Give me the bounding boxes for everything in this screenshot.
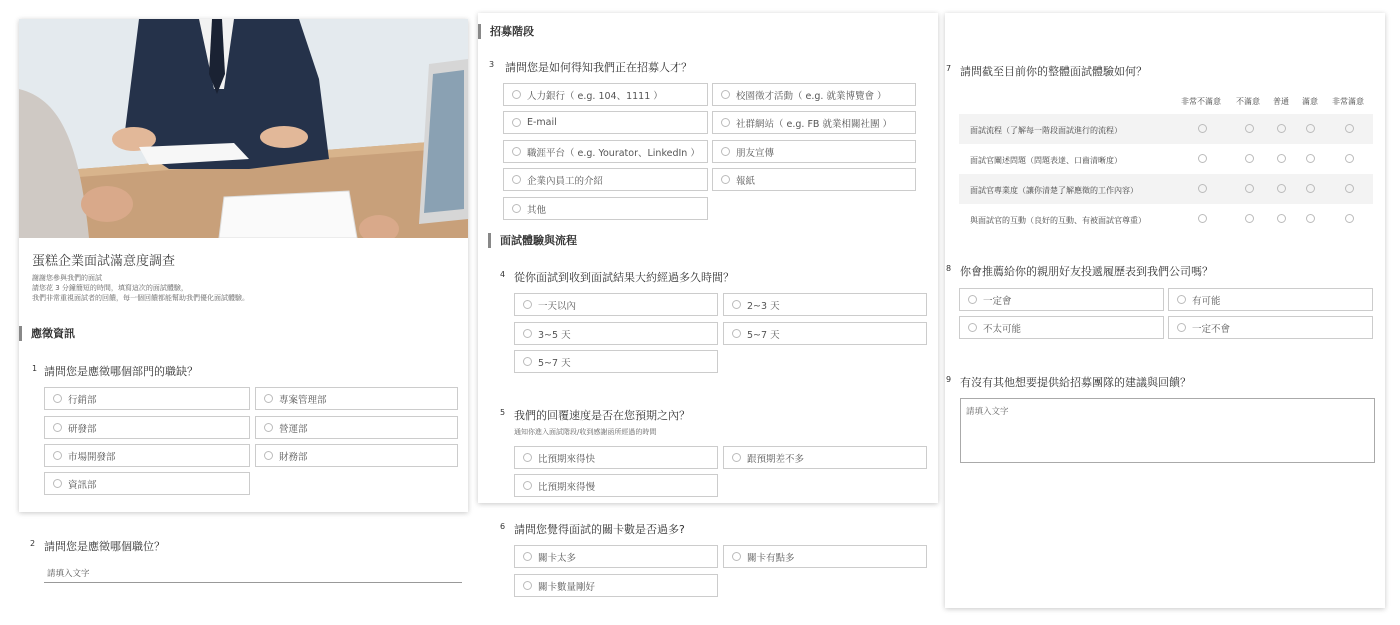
q2-number: 2 [30, 539, 36, 548]
q3-option-referral[interactable]: 企業內員工的介紹 [503, 168, 708, 191]
q2-title: 請問您是應徵哪個職位？ [44, 540, 165, 553]
q1-option-it[interactable]: 資訊部 [44, 472, 250, 495]
radio-icon[interactable] [1245, 184, 1254, 193]
q5-number: 5 [500, 408, 506, 417]
radio-icon [512, 118, 521, 127]
radio-icon [523, 481, 532, 490]
radio-icon [968, 323, 977, 332]
radio-icon[interactable] [1345, 124, 1354, 133]
q6-option-too-many[interactable]: 關卡太多 [514, 545, 718, 568]
radio-icon[interactable] [1277, 184, 1286, 193]
radio-icon [264, 394, 273, 403]
interview-illustration [19, 19, 468, 238]
q1-option-marketing[interactable]: 行銷部 [44, 387, 250, 410]
q4-title: 從你面試到收到面試結果大約經過多久時間？ [514, 271, 734, 284]
scale-very-dissatisfied: 非常不滿意 [1181, 97, 1221, 106]
radio-icon [53, 451, 62, 460]
form-card-left [19, 19, 468, 512]
scale-very-satisfied: 非常滿意 [1332, 97, 1364, 106]
radio-icon[interactable] [1306, 184, 1315, 193]
radio-icon [512, 147, 521, 156]
q4-option-2-3-days[interactable]: 2~3 天 [723, 293, 927, 316]
q8-title: 你會推薦給你的親朋好友投遞履歷表到我們公司嗎？ [960, 265, 1213, 278]
q7-row-explanation: 面試官闡述問題（問題表達、口齒清晰度） [959, 144, 1373, 174]
q7-row-professionalism: 面試官專業度（讓你清楚了解應徵的工作內容） [959, 174, 1373, 204]
radio-icon [721, 90, 730, 99]
q6-number: 6 [500, 522, 506, 531]
form-card-middle [478, 13, 938, 503]
q9-textarea[interactable]: 請填入文字 [960, 398, 1375, 463]
q1-option-operations[interactable]: 營運部 [255, 416, 458, 439]
q3-option-career-platform[interactable]: 職涯平台（ e.g. Yourator、LinkedIn ） [503, 140, 708, 163]
radio-icon[interactable] [1198, 184, 1207, 193]
q5-title: 我們的回覆速度是否在您預期之內？ [514, 409, 690, 422]
radio-icon [512, 90, 521, 99]
radio-icon [523, 357, 532, 366]
radio-icon[interactable] [1306, 154, 1315, 163]
q2-input[interactable] [44, 563, 462, 583]
q1-title: 請問您是應徵哪個部門的職缺？ [44, 365, 198, 378]
radio-icon[interactable] [1277, 154, 1286, 163]
q3-option-newspaper[interactable]: 報紙 [712, 168, 916, 191]
q4-option-5-7-days-alt[interactable]: 5~7 天 [514, 350, 718, 373]
q4-option-5-7-days[interactable]: 5~7 天 [723, 322, 927, 345]
radio-icon [732, 453, 741, 462]
radio-icon [732, 329, 741, 338]
q9-title: 有沒有其他想要提供給招募團隊的建議與回饋？ [960, 376, 1191, 389]
q1-option-pm[interactable]: 專案管理部 [255, 387, 458, 410]
radio-icon [523, 453, 532, 462]
q7-title: 請問截至目前你的整體面試體驗如何？ [960, 65, 1147, 78]
radio-icon[interactable] [1345, 184, 1354, 193]
q4-option-within-1-day[interactable]: 一天以內 [514, 293, 718, 316]
radio-icon [523, 300, 532, 309]
radio-icon [523, 552, 532, 561]
q3-number: 3 [489, 60, 495, 69]
radio-icon [732, 552, 741, 561]
section-interview-process: 面試體驗與流程 [488, 233, 577, 248]
radio-icon [523, 329, 532, 338]
radio-icon[interactable] [1198, 154, 1207, 163]
form-card-right [945, 13, 1385, 608]
hero-photo [19, 19, 468, 238]
q3-option-other[interactable]: 其他 [503, 197, 708, 220]
form-title: 蛋糕企業面試滿意度調查 [32, 254, 176, 269]
section-applicant-info: 應徵資訊 [19, 326, 75, 341]
radio-icon[interactable] [1306, 214, 1315, 223]
radio-icon[interactable] [1198, 214, 1207, 223]
radio-icon [968, 295, 977, 304]
q8-option-maybe[interactable]: 有可能 [1168, 288, 1373, 311]
radio-icon [1177, 295, 1186, 304]
q4-option-3-5-days[interactable]: 3~5 天 [514, 322, 718, 345]
q3-option-job-bank[interactable]: 人力銀行（ e.g. 104、1111 ） [503, 83, 708, 106]
q8-number: 8 [946, 264, 952, 273]
q5-option-slower[interactable]: 比預期來得慢 [514, 474, 718, 497]
q1-number: 1 [32, 364, 38, 373]
radio-icon[interactable] [1277, 214, 1286, 223]
radio-icon [53, 479, 62, 488]
radio-icon [53, 394, 62, 403]
q6-option-just-right[interactable]: 關卡數量剛好 [514, 574, 718, 597]
q3-option-campus[interactable]: 校園徵才活動（ e.g. 就業博覽會 ） [712, 83, 916, 106]
radio-icon [512, 175, 521, 184]
radio-icon [1177, 323, 1186, 332]
q4-number: 4 [500, 270, 506, 279]
radio-icon[interactable] [1306, 124, 1315, 133]
q8-option-definitely-not[interactable]: 一定不會 [1168, 316, 1373, 339]
q1-option-rd[interactable]: 研發部 [44, 416, 250, 439]
q8-option-definitely[interactable]: 一定會 [959, 288, 1164, 311]
radio-icon[interactable] [1198, 124, 1207, 133]
q2-placeholder: 請填入文字 [47, 569, 90, 579]
radio-icon [53, 423, 62, 432]
q8-option-unlikely[interactable]: 不太可能 [959, 316, 1164, 339]
q7-row-process: 面試流程（了解每一階段面試進行的流程） [959, 114, 1373, 144]
q5-option-as-expected[interactable]: 跟預期差不多 [723, 446, 927, 469]
radio-icon [512, 204, 521, 213]
radio-icon [732, 300, 741, 309]
q3-option-email[interactable]: E-mail [503, 111, 708, 134]
radio-icon [721, 118, 730, 127]
radio-icon[interactable] [1277, 124, 1286, 133]
radio-icon [264, 451, 273, 460]
q3-option-social[interactable]: 社群網站（ e.g. FB 就業相關社團 ） [712, 111, 916, 134]
q1-option-bizdev[interactable]: 市場開發部 [44, 444, 250, 467]
radio-icon [523, 581, 532, 590]
scale-neutral: 普通 [1273, 97, 1289, 106]
section-recruitment: 招募階段 [478, 24, 534, 39]
form-intro-line-2: 請您花 3 分鐘簡短的時間，填寫這次的面試體驗， [32, 284, 188, 292]
radio-icon[interactable] [1245, 124, 1254, 133]
radio-icon [721, 175, 730, 184]
q7-number: 7 [946, 64, 952, 73]
form-intro-line-1: 謝謝您參與我們的面試 [32, 274, 102, 282]
q6-title: 請問您覺得面試的關卡數是否過多? [514, 523, 685, 536]
scale-dissatisfied: 不滿意 [1236, 97, 1260, 106]
q3-title: 請問您是如何得知我們正在招募人才？ [505, 61, 692, 74]
q5-subtitle: 通知你進入面試階段/收到感謝函所經過的時間 [514, 428, 657, 436]
radio-icon [264, 423, 273, 432]
q6-option-a-bit-many[interactable]: 關卡有點多 [723, 545, 927, 568]
q7-row-interaction: 與面試官的互動（良好的互動、有被面試官尊重） [959, 204, 1373, 234]
q5-option-faster[interactable]: 比預期來得快 [514, 446, 718, 469]
radio-icon[interactable] [1345, 154, 1354, 163]
q1-option-finance[interactable]: 財務部 [255, 444, 458, 467]
radio-icon[interactable] [1245, 214, 1254, 223]
q3-option-friends[interactable]: 朋友宣傳 [712, 140, 916, 163]
radio-icon [721, 147, 730, 156]
scale-satisfied: 滿意 [1302, 97, 1318, 106]
radio-icon[interactable] [1345, 214, 1354, 223]
form-intro-line-3: 我們非常重視面試者的回饋，每一個回饋都能幫助我們優化面試體驗。 [32, 294, 249, 302]
q9-number: 9 [946, 375, 952, 384]
radio-icon[interactable] [1245, 154, 1254, 163]
